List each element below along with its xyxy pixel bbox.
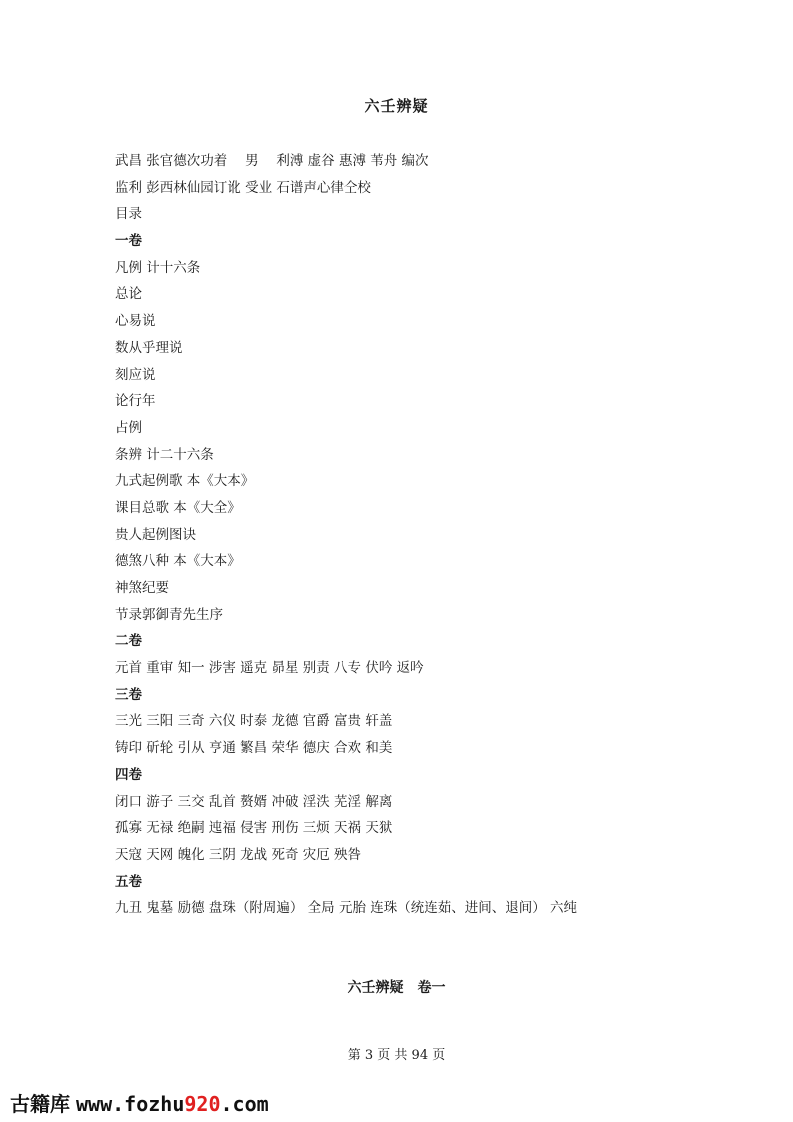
volume-heading: 三卷 [115,686,142,703]
volume-heading: 五卷 [115,873,142,890]
volume-heading: 四卷 [115,766,142,783]
content-line: 九丑 鬼墓 励德 盘珠（附周遍） 全局 元胎 连珠（统连茹、进间、退间） 六纯 [115,900,578,917]
content-line: 贵人起例图诀 [115,526,196,543]
site-watermark [10,1088,269,1117]
content-line: 课目总歌 本《大全》 [115,499,241,516]
content-line: 节录郭御青先生序 [115,606,223,623]
content-line: 天寇 天网 魄化 三阴 龙战 死奇 灾厄 殃咎 [115,846,362,863]
content-line: 条辨 计二十六条 [115,446,214,463]
volume-heading: 二卷 [115,633,142,650]
content-line: 九式起例歌 本《大本》 [115,473,255,490]
content-line: 元首 重审 知一 涉害 遥克 昴星 别责 八专 伏吟 返吟 [115,660,424,677]
watermark-site-name: 古籍库 [10,1092,70,1116]
content-line: 总论 [115,286,142,303]
page-number-footer: 第 3 页 共 94 页 [347,1048,446,1063]
content-line: 铸印 斫轮 引从 亨通 繁昌 荣华 德庆 合欢 和美 [115,740,393,757]
content-line: 心易说 [115,313,156,330]
content-line: 闭口 游子 三交 乱首 赘婿 冲破 淫泆 芜淫 解离 [115,793,393,810]
content-line: 占例 [115,419,142,436]
volume-heading: 一卷 [115,233,142,250]
chapter-title: 六壬辨疑 卷一 [347,980,446,996]
watermark-url-suffix: .com [220,1092,269,1116]
watermark-url-prefix: www.fozhu [76,1092,185,1116]
content-line: 凡例 计十六条 [115,259,201,276]
content-line: 论行年 [115,393,156,410]
document-title: 六壬辨疑 [364,97,429,115]
content-line: 监利 彭西林仙园订讹 受业 石谱声心律仝校 [115,179,371,196]
content-line: 神煞纪要 [115,580,169,596]
content-line: 德煞八种 本《大本》 [115,553,241,570]
content-line: 刻应说 [115,366,156,383]
content-line: 武昌 张官德次功着 男 利溥 虚谷 惠溥 苇舟 编次 [115,153,429,169]
watermark-url-accent: 920 [184,1092,221,1116]
content-line: 孤寡 无禄 绝嗣 迍福 侵害 刑伤 三烦 天祸 天狱 [115,820,393,837]
content-line: 数从乎理说 [115,339,183,356]
content-line: 三光 三阳 三奇 六仪 时泰 龙德 官爵 富贵 轩盖 [115,713,393,730]
content-line: 目录 [115,206,142,223]
table-of-contents [115,148,735,922]
